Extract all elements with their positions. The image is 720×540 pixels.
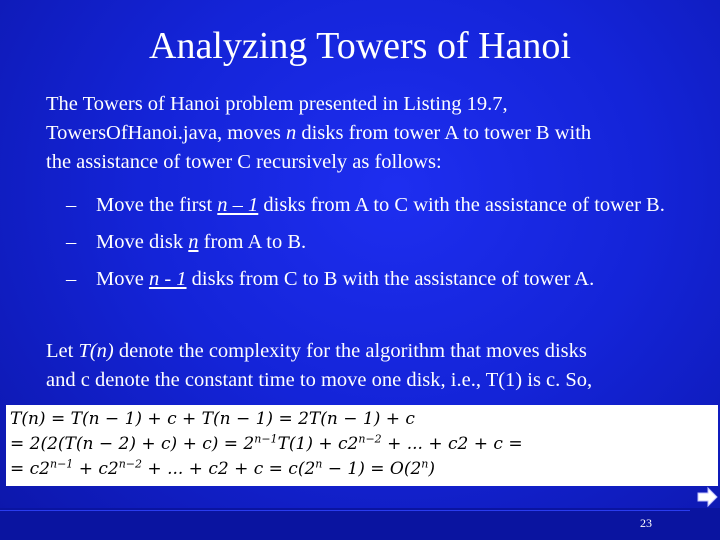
- step-variable: n: [188, 231, 199, 253]
- step-text-rest: disks from C to B with the assistance of tower A.: [186, 268, 595, 290]
- page-number: 23: [640, 516, 652, 530]
- eq-part: = c2: [10, 459, 50, 479]
- footer-divider: [0, 510, 690, 511]
- step-text-rest: disks from A to C with the assistance of tower B.: [258, 194, 665, 216]
- equation-line-2: [10, 432, 718, 457]
- intro-line-2-text: TowersOfHanoi.java, moves: [46, 122, 286, 144]
- intro-line-1: The Towers of Hanoi problem presented in Listing 19.7,: [46, 93, 508, 115]
- eq-exponent: n: [315, 457, 323, 471]
- step-text: Move disk: [96, 231, 189, 253]
- step-item: [66, 191, 706, 220]
- step-text-rest: from A to B.: [198, 231, 307, 253]
- tn-variable: T(n): [78, 340, 114, 362]
- complexity-text-rest: denote the complexity for the algorithm that moves disks: [113, 340, 587, 362]
- eq-part: − 1) = O(2: [322, 459, 422, 479]
- eq-part: ): [428, 459, 436, 479]
- equation-image: [6, 405, 718, 486]
- eq-exponent: n: [421, 457, 429, 471]
- footer-band: [0, 508, 720, 540]
- dash-bullet: –: [66, 194, 77, 216]
- arrow-right-icon[interactable]: [696, 486, 718, 508]
- intro-n-variable: n: [285, 122, 297, 144]
- eq-part: + c2: [73, 459, 119, 479]
- eq-part: + ... + c2 + c =: [381, 434, 523, 454]
- intro-line-3: the assistance of tower C recursively as follows:: [46, 151, 442, 173]
- eq-part: = 2(2(T(n − 2) + c) + c) = 2: [10, 434, 255, 454]
- intro-paragraph: [46, 90, 706, 177]
- eq-part: T(1) + c2: [277, 434, 359, 454]
- complexity-text: Let: [46, 340, 79, 362]
- complexity-line-1: [46, 337, 706, 366]
- complexity-paragraph: [46, 337, 706, 395]
- complexity-line-2: and c denote the constant time to move one disk, i.e., T(1) is c. So,: [46, 369, 593, 391]
- step-variable: n – 1: [217, 194, 259, 216]
- step-item: [66, 265, 706, 294]
- eq-exponent: n−1: [254, 432, 278, 446]
- equation-line-1: T(n) = T(n − 1) + c + T(n − 1) = 2T(n − 1) + c: [10, 409, 415, 429]
- eq-part: + ... + c2 + c = c(2: [142, 459, 316, 479]
- dash-bullet: –: [66, 268, 77, 290]
- eq-exponent: n−2: [118, 457, 143, 471]
- step-item: [66, 228, 706, 257]
- intro-line-2: [46, 119, 706, 148]
- slide-title: Analyzing Towers of Hanoi: [149, 25, 571, 67]
- eq-exponent: n−1: [50, 457, 74, 471]
- step-text: Move: [96, 268, 149, 290]
- equation-line-3: [10, 457, 718, 482]
- step-variable: n - 1: [148, 268, 187, 290]
- steps-list: [66, 191, 706, 302]
- dash-bullet: –: [66, 231, 77, 253]
- step-text: Move the first: [96, 194, 218, 216]
- eq-exponent: n−2: [358, 432, 382, 446]
- intro-line-2-rest: disks from tower A to tower B with: [296, 122, 592, 144]
